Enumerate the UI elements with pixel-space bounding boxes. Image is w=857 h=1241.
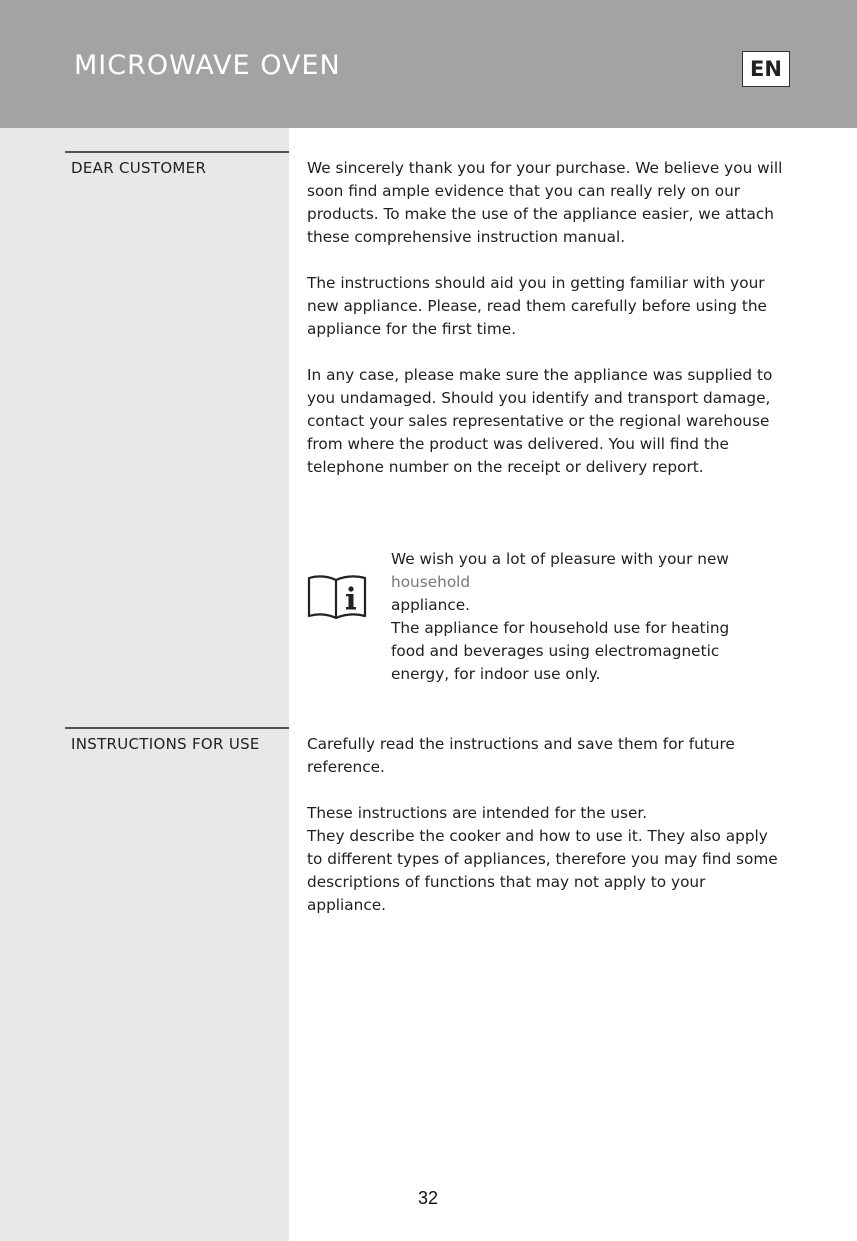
paragraph: They describe the cooker and how to use it. They also apply to different types of appliances, therefore you may find some descriptions of functions that may not apply to your appliance.: [307, 827, 778, 914]
page-number: 32: [417, 1188, 439, 1208]
section-heading-dear-customer: DEAR CUSTOMER: [71, 159, 207, 177]
info-note: [391, 548, 786, 686]
section-divider: [65, 151, 289, 153]
section-body-paragraph: [307, 364, 787, 479]
paragraph: These instructions are intended for the user.: [307, 804, 648, 822]
left-sidebar: [0, 128, 289, 1241]
section-body-dear-customer: [307, 157, 787, 249]
section-divider: [65, 727, 289, 729]
note-line: We wish you a lot of pleasure with your new: [391, 550, 729, 568]
section-body-paragraph: [307, 802, 787, 825]
section-body-paragraph: [307, 272, 787, 341]
info-book-icon: [306, 574, 368, 620]
paragraph: We sincerely thank you for your purchase. We believe you will soon find ample evidence that you can really rely on our products. To make the use of the appliance easier, we attach these comprehensive instruction manual.: [307, 159, 783, 246]
language-badge: EN: [742, 51, 790, 87]
note-line: appliance.: [391, 596, 471, 614]
note-line: household: [391, 573, 471, 591]
note-line: The appliance for household use for heating: [391, 619, 730, 637]
page-header: [0, 0, 857, 128]
note-line: energy, for indoor use only.: [391, 665, 601, 683]
paragraph: In any case, please make sure the appliance was supplied to you undamaged. Should you identify and transport damage, contact your sales representative or the regional warehouse from where the product was delivered. You will find the telephone number on the receipt or delivery report.: [307, 366, 773, 476]
page-title: MICROWAVE OVEN: [74, 50, 341, 81]
paragraph: Carefully read the instructions and save them for future reference.: [307, 735, 735, 776]
section-body-paragraph: [307, 733, 787, 779]
section-heading-instructions-for-use: INSTRUCTIONS FOR USE: [71, 735, 260, 753]
note-line: food and beverages using electromagnetic: [391, 642, 720, 660]
section-body-paragraph: [307, 825, 787, 917]
paragraph: The instructions should aid you in getting familiar with your new appliance. Please, read them carefully before using the appliance for the first time.: [307, 274, 767, 338]
